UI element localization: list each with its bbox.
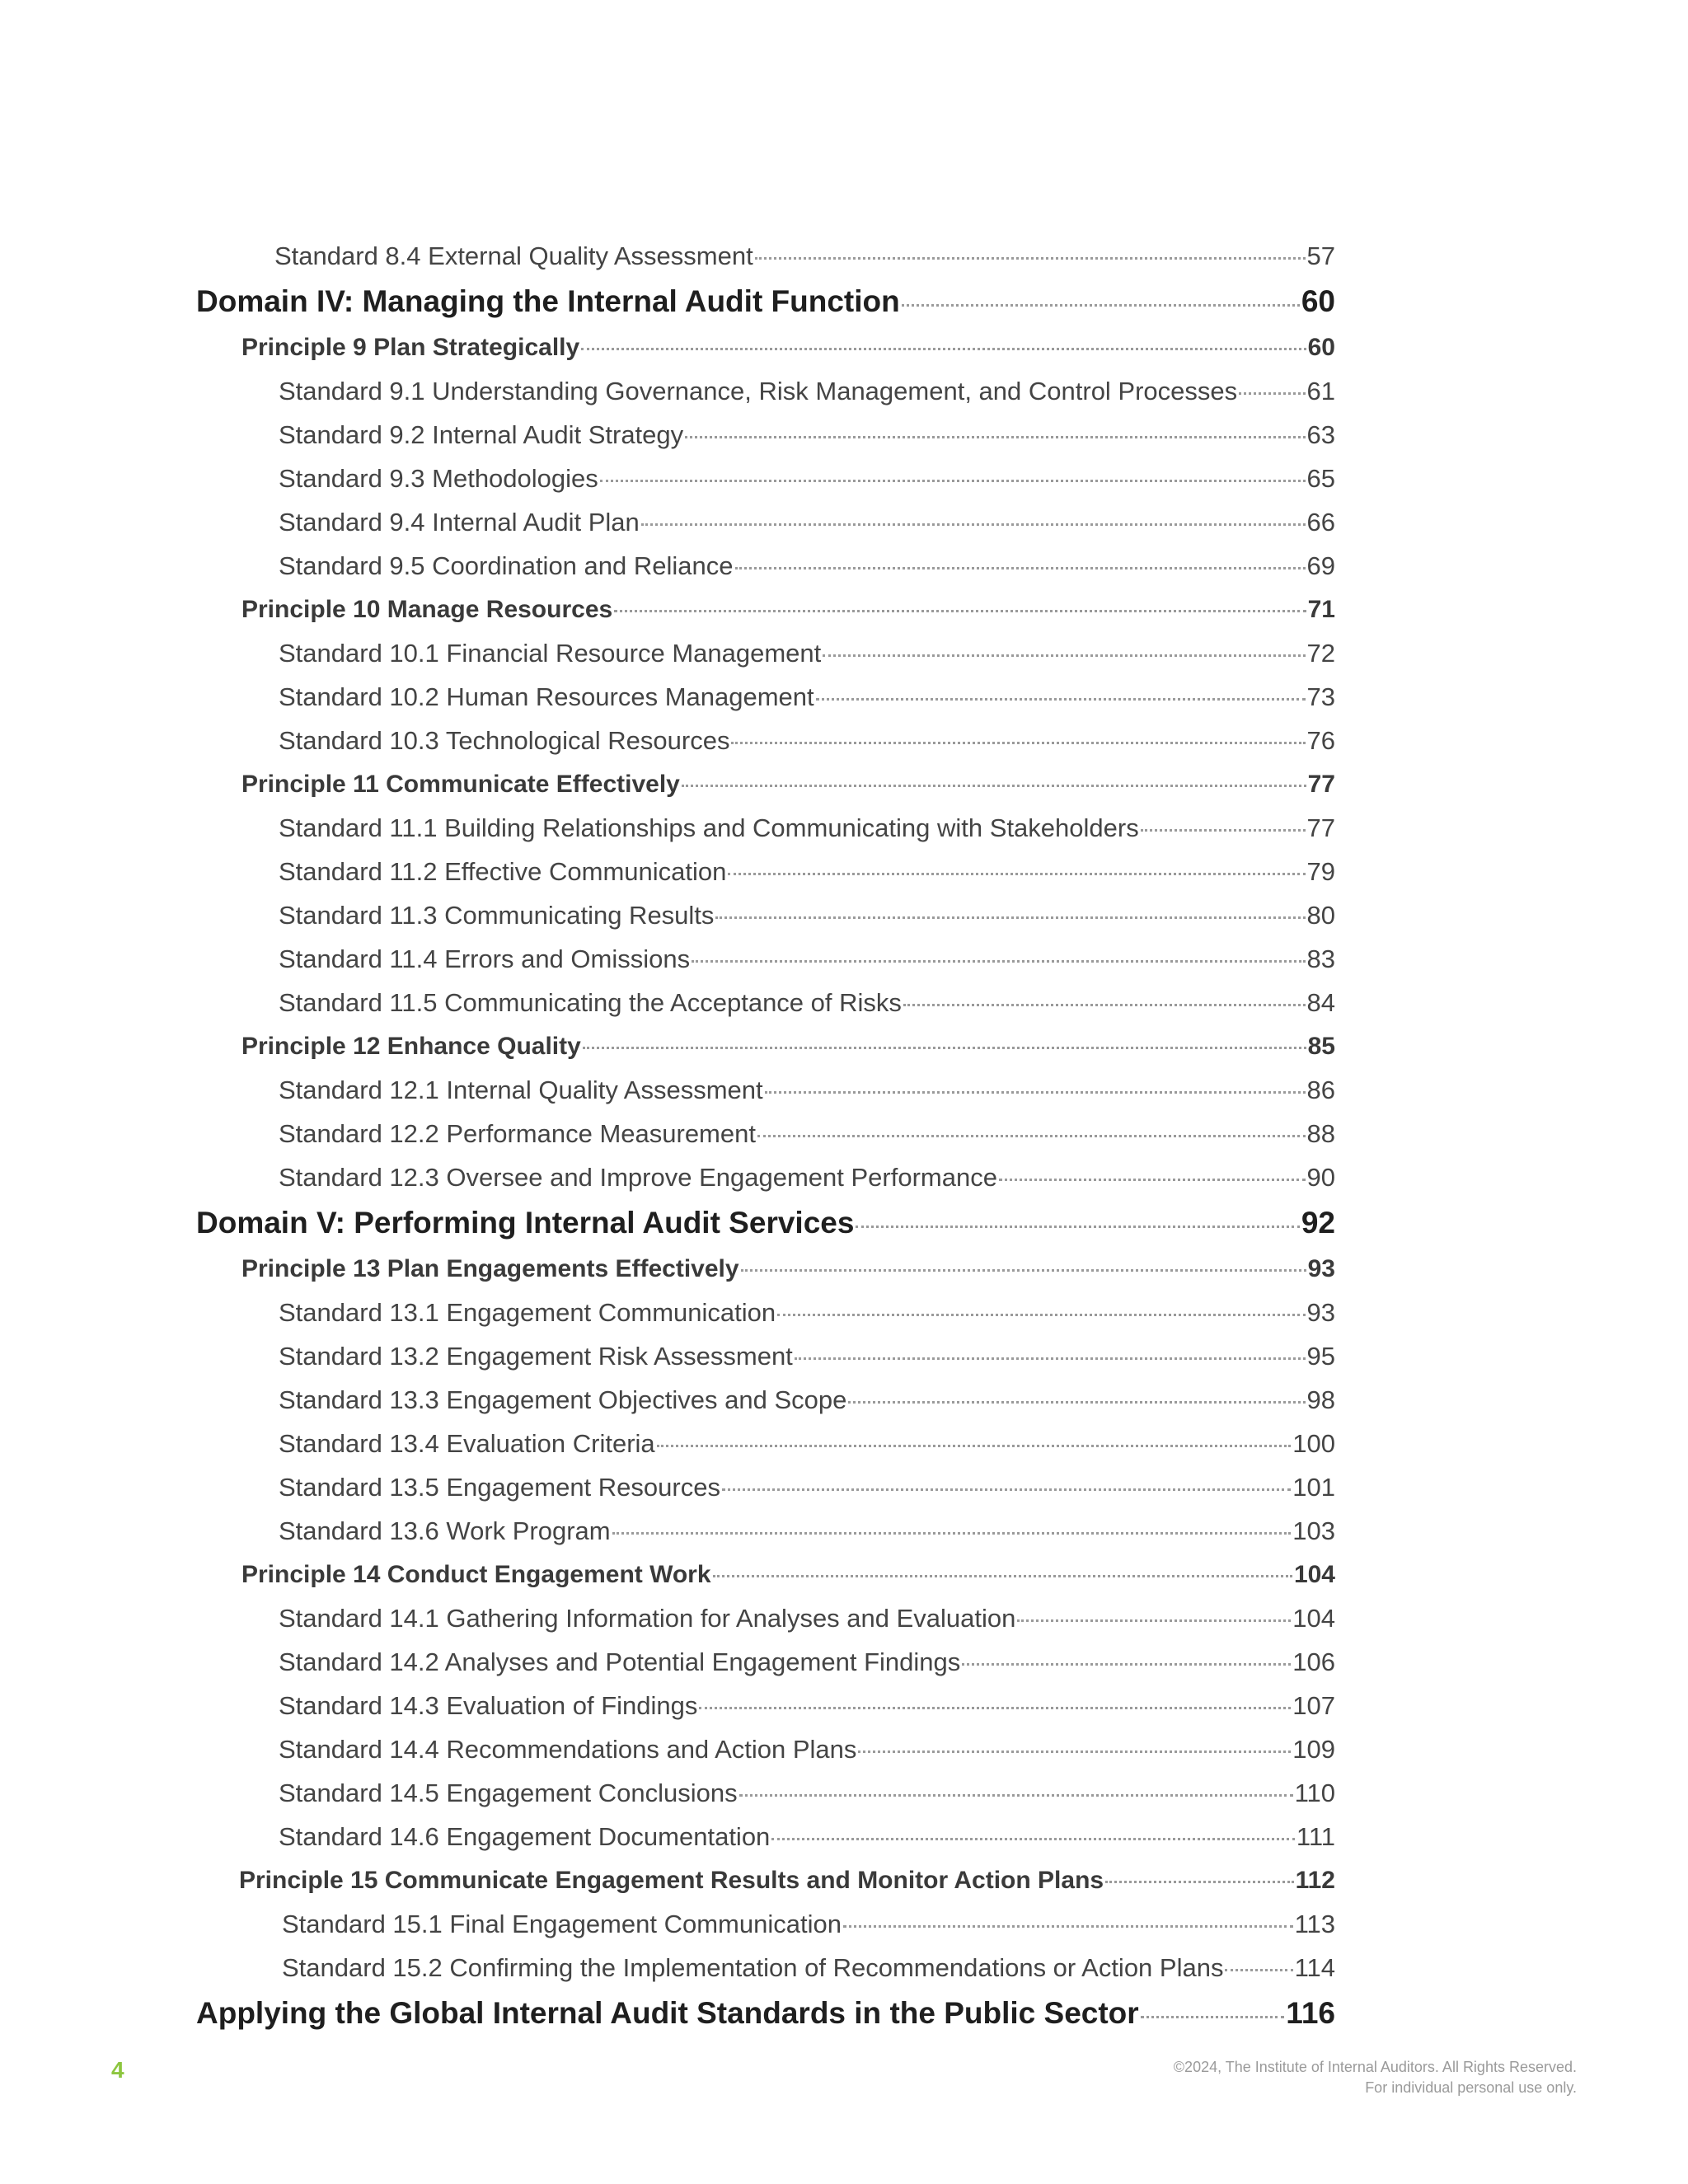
toc-entry-page: 77: [1307, 771, 1335, 798]
toc-entry-title: Standard 11.2 Effective Communication: [279, 857, 727, 886]
dot-leader: [823, 654, 1305, 657]
dot-leader: [641, 523, 1306, 526]
toc-entry-title: Applying the Global Internal Audit Standards in the Public Sector: [196, 1996, 1139, 2030]
toc-entry-principle[interactable]: [239, 1858, 1335, 1902]
toc-entry-standard[interactable]: [279, 1068, 1335, 1112]
dot-leader: [843, 1925, 1293, 1928]
toc-entry-page: 66: [1306, 508, 1335, 537]
toc-entry-title: Standard 11.3 Communicating Results: [279, 901, 715, 930]
toc-entry-standard[interactable]: [279, 1291, 1335, 1334]
page-number: 4: [111, 2057, 124, 2083]
dot-leader: [699, 1707, 1291, 1709]
toc-entry-page: 93: [1307, 1255, 1335, 1282]
toc-entry-standard[interactable]: [279, 1509, 1335, 1553]
toc-entry-page: 63: [1306, 420, 1335, 449]
toc-entry-page: 72: [1306, 639, 1335, 668]
dot-leader: [741, 1269, 1306, 1272]
dot-leader: [1105, 1881, 1294, 1883]
toc-entry-title: Standard 10.2 Human Resources Management: [279, 682, 814, 711]
toc-entry-title: Standard 13.5 Engagement Resources: [279, 1473, 720, 1502]
toc-entry-title: Principle 12 Enhance Quality: [241, 1033, 581, 1060]
toc-entry-page: 77: [1306, 813, 1335, 842]
toc-entry-page: 112: [1295, 1867, 1335, 1894]
dot-leader: [682, 785, 1306, 787]
toc-entry-page: 110: [1294, 1779, 1335, 1807]
toc-entry-page: 69: [1306, 551, 1335, 580]
toc-entry-standard[interactable]: [279, 631, 1335, 675]
dot-leader: [755, 257, 1306, 260]
copyright-notice: [1174, 2057, 1577, 2098]
dot-leader: [999, 1179, 1306, 1181]
toc-entry-title: Standard 9.2 Internal Audit Strategy: [279, 420, 684, 449]
dot-leader: [735, 567, 1306, 569]
dot-leader: [856, 1226, 1299, 1228]
toc-entry-standard[interactable]: [282, 1946, 1335, 1990]
toc-entry-standard[interactable]: [279, 675, 1335, 719]
toc-entry-standard[interactable]: [279, 1815, 1335, 1858]
toc-entry-title: Standard 15.1 Final Engagement Communication: [282, 1910, 842, 1938]
toc-entry-page: 73: [1306, 682, 1335, 711]
toc-entry-page: 60: [1307, 334, 1335, 361]
dot-leader: [692, 960, 1305, 963]
toc-entry-standard[interactable]: [279, 850, 1335, 893]
toc-entry-standard[interactable]: [279, 1684, 1335, 1727]
toc-entry-title: Principle 11 Communicate Effectively: [241, 771, 680, 798]
toc-entry-title: Standard 14.6 Engagement Documentation: [279, 1822, 771, 1851]
toc-entry-standard[interactable]: [282, 1902, 1335, 1946]
toc-entry-title: Standard 11.5 Communicating the Acceptance of Risks: [279, 988, 902, 1017]
dot-leader: [795, 1357, 1306, 1360]
toc-entry-page: 116: [1286, 1996, 1335, 2030]
toc-entry-title: Principle 9 Plan Strategically: [241, 334, 580, 361]
dot-leader: [1239, 392, 1305, 395]
dot-leader: [581, 348, 1306, 350]
toc-entry-title: Standard 9.1 Understanding Governance, Risk Management, and Control Processes: [279, 377, 1238, 405]
toc-entry-standard[interactable]: [279, 457, 1335, 500]
dot-leader: [728, 873, 1305, 875]
usage-notice: For individual personal use only.: [1365, 2079, 1577, 2096]
toc-entry-page: 86: [1306, 1076, 1335, 1104]
toc-entry-page: 71: [1307, 596, 1335, 623]
toc-entry-page: 83: [1306, 944, 1335, 973]
toc-entry-principle[interactable]: [241, 1024, 1335, 1068]
dot-leader: [722, 1488, 1291, 1491]
toc-entry-domain[interactable]: [196, 1990, 1335, 2037]
toc-entry-title: Standard 14.3 Evaluation of Findings: [279, 1691, 698, 1720]
dot-leader: [715, 916, 1305, 919]
toc-entry-standard[interactable]: [279, 1640, 1335, 1684]
toc-entry-page: 101: [1292, 1473, 1335, 1502]
toc-entry-title: Standard 13.4 Evaluation Criteria: [279, 1429, 655, 1458]
toc-entry-title: Standard 9.4 Internal Audit Plan: [279, 508, 640, 537]
toc-entry-title: Standard 13.2 Engagement Risk Assessment: [279, 1342, 793, 1371]
toc-entry-page: 114: [1294, 1953, 1335, 1982]
dot-leader: [1017, 1619, 1291, 1622]
toc-entry-principle[interactable]: [241, 762, 1335, 806]
toc-entry-title: Principle 10 Manage Resources: [241, 596, 613, 623]
toc-entry-title: Standard 12.1 Internal Quality Assessment: [279, 1076, 763, 1104]
toc-entry-domain[interactable]: [196, 1199, 1335, 1247]
toc-entry-standard[interactable]: [279, 1727, 1335, 1771]
dot-leader: [612, 1532, 1292, 1535]
toc-entry-page: 60: [1301, 284, 1335, 318]
dot-leader: [902, 304, 1300, 307]
toc-entry-title: Standard 13.6 Work Program: [279, 1516, 611, 1545]
toc-entry-page: 57: [1306, 241, 1335, 270]
toc-entry-standard[interactable]: [279, 413, 1335, 457]
toc-entry-page: 79: [1306, 857, 1335, 886]
dot-leader: [583, 1047, 1306, 1049]
dot-leader: [777, 1314, 1305, 1316]
dot-leader: [771, 1838, 1295, 1840]
toc-entry-page: 88: [1306, 1119, 1335, 1148]
dot-leader: [1225, 1969, 1292, 1971]
toc-entry-standard[interactable]: [279, 369, 1335, 413]
toc-entry-title: Standard 11.4 Errors and Omissions: [279, 944, 691, 973]
toc-entry-page: 90: [1306, 1163, 1335, 1192]
toc-entry-title: Standard 12.2 Performance Measurement: [279, 1119, 756, 1148]
toc-entry-standard[interactable]: [279, 806, 1335, 850]
toc-entry-page: 109: [1292, 1735, 1335, 1764]
dot-leader: [657, 1445, 1292, 1447]
toc-entry-title: Standard 15.2 Confirming the Implementation of Recommendations or Action Plans: [282, 1953, 1224, 1982]
copyright-line: ©2024, The Institute of Internal Auditors. All Rights Reserved.: [1173, 2059, 1577, 2075]
toc-entry-title: Standard 14.5 Engagement Conclusions: [279, 1779, 738, 1807]
dot-leader: [858, 1750, 1291, 1753]
toc-entry-standard[interactable]: [279, 1334, 1335, 1378]
toc-entry-page: 85: [1307, 1033, 1335, 1060]
toc-entry-title: Standard 11.1 Building Relationships and Communicating with Stakeholders: [279, 813, 1139, 842]
toc-entry-standard[interactable]: [279, 1112, 1335, 1155]
toc-entry-title: Domain V: Performing Internal Audit Services: [196, 1206, 855, 1240]
dot-leader: [1141, 2016, 1285, 2018]
toc-entry-title: Standard 13.1 Engagement Communication: [279, 1298, 776, 1327]
toc-entry-standard[interactable]: [279, 1771, 1335, 1815]
toc-entry-title: Standard 8.4 External Quality Assessment: [274, 241, 753, 270]
toc-entry-standard[interactable]: [279, 500, 1335, 544]
dot-leader: [903, 1004, 1306, 1006]
toc-entry-principle[interactable]: [241, 1553, 1335, 1596]
dot-leader: [685, 436, 1305, 438]
dot-leader: [739, 1794, 1293, 1797]
toc-entry-page: 65: [1306, 464, 1335, 493]
toc-entry-page: 76: [1306, 726, 1335, 755]
toc-entry-page: 113: [1294, 1910, 1335, 1938]
toc-entry-page: 84: [1306, 988, 1335, 1017]
toc-entry-standard[interactable]: [279, 1422, 1335, 1465]
toc-entry-page: 98: [1306, 1385, 1335, 1414]
toc-entry-standard[interactable]: [279, 1465, 1335, 1509]
toc-entry-page: 104: [1293, 1561, 1335, 1588]
toc-entry-page: 104: [1292, 1604, 1335, 1633]
toc-entry-standard[interactable]: [279, 1596, 1335, 1640]
toc-entry-title: Standard 13.3 Engagement Objectives and Scope: [279, 1385, 847, 1414]
toc-entry-title: Standard 9.5 Coordination and Reliance: [279, 551, 734, 580]
toc-entry-page: 92: [1301, 1206, 1335, 1240]
toc-entry-principle[interactable]: [241, 1247, 1335, 1291]
toc-entry-page: 61: [1306, 377, 1335, 405]
dot-leader: [816, 698, 1306, 701]
dot-leader: [614, 610, 1306, 612]
toc-entry-title: Domain IV: Managing the Internal Audit Function: [196, 284, 900, 318]
toc-entry-title: Standard 14.4 Recommendations and Action Plans: [279, 1735, 857, 1764]
dot-leader: [600, 480, 1306, 482]
toc-entry-principle[interactable]: [241, 326, 1335, 369]
toc-entry-page: 103: [1292, 1516, 1335, 1545]
toc-entry-title: Principle 14 Conduct Engagement Work: [241, 1561, 711, 1588]
toc-entry-standard[interactable]: [279, 544, 1335, 588]
toc-entry-standard[interactable]: [279, 893, 1335, 937]
toc-entry-standard[interactable]: [279, 937, 1335, 981]
dot-leader: [765, 1091, 1306, 1094]
toc-entry-title: Principle 13 Plan Engagements Effectively: [241, 1255, 739, 1282]
toc-entry-title: Principle 15 Communicate Engagement Results and Monitor Action Plans: [239, 1867, 1104, 1894]
toc-entry-standard[interactable]: [279, 719, 1335, 762]
toc-entry-page: 107: [1292, 1691, 1335, 1720]
toc-entry-page: 106: [1292, 1647, 1335, 1676]
dot-leader: [731, 742, 1305, 744]
dot-leader: [757, 1135, 1306, 1137]
toc-entry-title: Standard 10.3 Technological Resources: [279, 726, 730, 755]
toc-entry-page: 111: [1296, 1822, 1335, 1851]
toc-entry-page: 80: [1306, 901, 1335, 930]
toc-entry-page: 100: [1292, 1429, 1335, 1458]
toc-entry-principle[interactable]: [241, 588, 1335, 631]
toc-entry-title: Standard 10.1 Financial Resource Management: [279, 639, 822, 668]
toc-entry-standard[interactable]: [279, 1155, 1335, 1199]
toc-entry-page: 93: [1306, 1298, 1335, 1327]
toc-entry-page: 95: [1306, 1342, 1335, 1371]
toc-entry-domain[interactable]: [196, 278, 1335, 326]
dot-leader: [1141, 829, 1306, 832]
toc-entry-standard[interactable]: [279, 1378, 1335, 1422]
dot-leader: [848, 1401, 1305, 1404]
toc-entry-standard[interactable]: [279, 981, 1335, 1024]
toc-entry-title: Standard 12.3 Oversee and Improve Engagement Performance: [279, 1163, 997, 1192]
toc-entry-standard[interactable]: [274, 234, 1335, 278]
dot-leader: [962, 1663, 1291, 1666]
toc-entry-title: Standard 14.1 Gathering Information for Analyses and Evaluation: [279, 1604, 1016, 1633]
table-of-contents: [0, 234, 1688, 2037]
toc-entry-title: Standard 9.3 Methodologies: [279, 464, 598, 493]
toc-entry-title: Standard 14.2 Analyses and Potential Engagement Findings: [279, 1647, 961, 1676]
dot-leader: [713, 1575, 1292, 1577]
